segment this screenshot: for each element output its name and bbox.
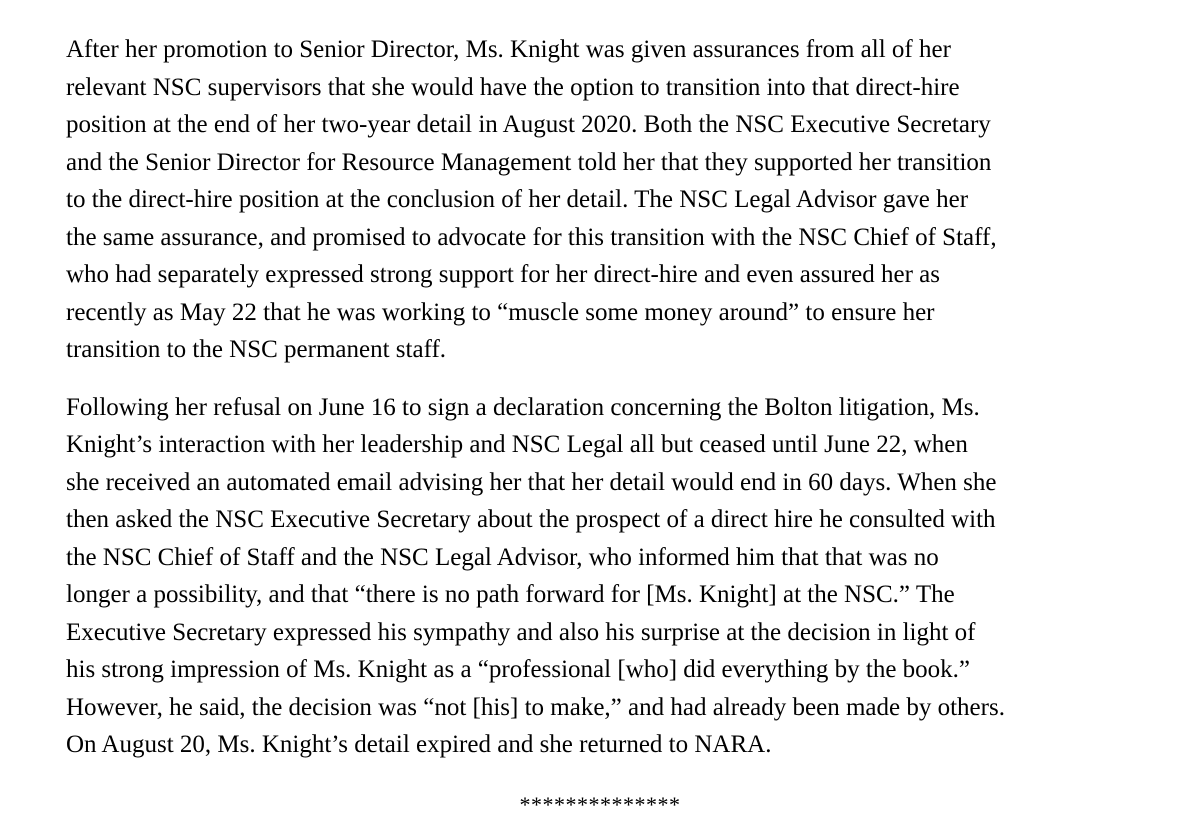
text-line: position at the end of her two-year detail in August 2020. Both the NSC Executive Secretary — [66, 111, 991, 138]
document-body — [66, 31, 1146, 764]
text-line: Following her refusal on June 16 to sign a declaration concerning the Bolton litigation, Ms. — [66, 393, 980, 421]
text-line: transition to the NSC permanent staff. — [66, 336, 447, 363]
text-line: to the direct-hire position at the conclusion of her detail. The NSC Legal Advisor gave her — [66, 186, 969, 213]
text-line: his strong impression of Ms. Knight as a “professional [who] did everything by the book.” — [66, 656, 971, 683]
text-line: Executive Secretary expressed his sympathy and also his surprise at the decision in light of — [66, 618, 976, 646]
paragraph-promotion-assurances — [66, 31, 1146, 369]
paragraph-refusal-outcome — [66, 389, 1146, 764]
text-line: and the Senior Director for Resource Management told her that they supported her transition — [66, 148, 992, 176]
text-line: After her promotion to Senior Director, Ms. Knight was given assurances from all of her — [66, 36, 951, 63]
text-line: Knight’s interaction with her leadership and NSC Legal all but ceased until June 22, when — [66, 431, 968, 458]
text-line: On August 20, Ms. Knight’s detail expired and she returned to NARA. — [66, 731, 772, 758]
section-separator: ************** — [519, 792, 681, 817]
text-line: the NSC Chief of Staff and the NSC Legal Advisor, who informed him that that was no — [66, 543, 939, 571]
text-line: However, he said, the decision was “not [his] to make,” and had already been made by others. — [66, 693, 1005, 721]
text-line: who had separately expressed strong support for her direct-hire and even assured her as — [66, 261, 940, 288]
text-line: longer a possibility, and that “there is no path forward for [Ms. Knight] at the NSC.” The — [66, 581, 955, 608]
text-line: then asked the NSC Executive Secretary about the prospect of a direct hire he consulted with — [66, 506, 996, 533]
text-line: the same assurance, and promised to advocate for this transition with the NSC Chief of Staff, — [66, 223, 997, 251]
text-line: relevant NSC supervisors that she would have the option to transition into that direct-hire — [66, 73, 960, 101]
text-line: she received an automated email advising her that her detail would end in 60 days. When she — [66, 468, 997, 496]
text-line: recently as May 22 that he was working to “muscle some money around” to ensure her — [66, 298, 935, 326]
